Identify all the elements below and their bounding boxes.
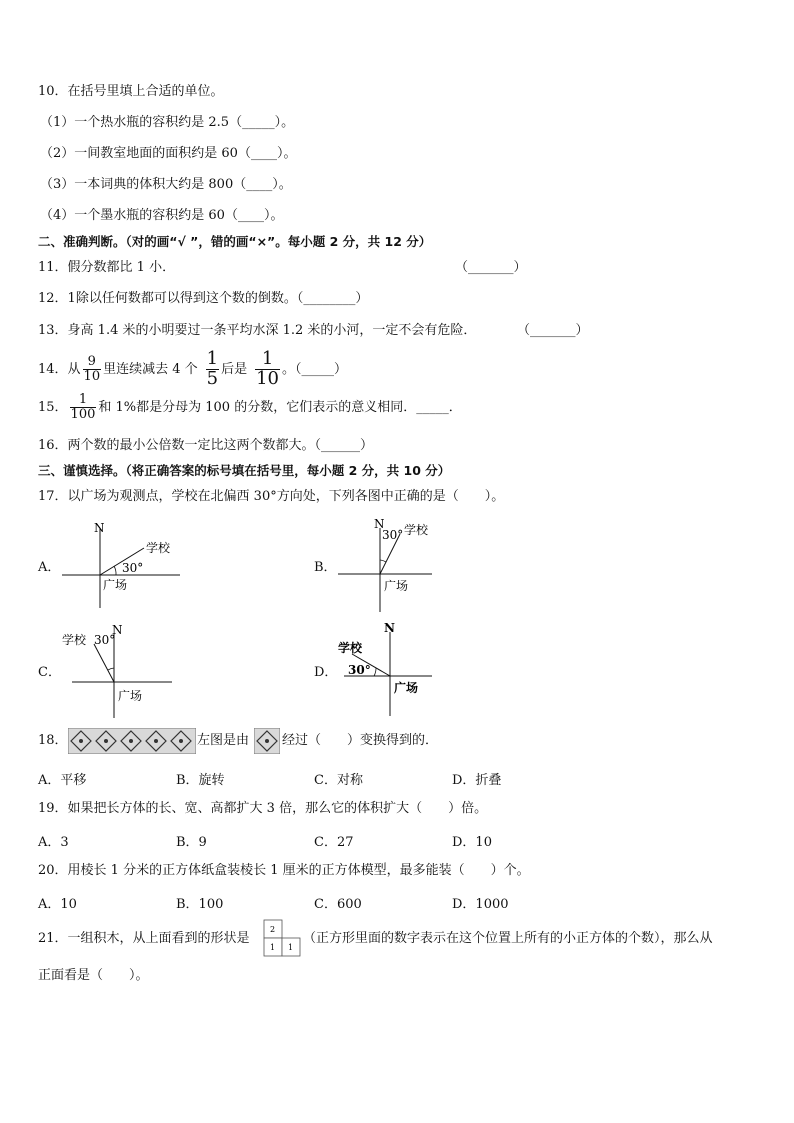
compass-diagram-a <box>58 520 188 610</box>
angle-label: 30° <box>382 528 404 542</box>
q19-option-a: A．3 <box>38 835 69 850</box>
frac-numerator: 1 <box>255 350 280 370</box>
q20-option-a: A．10 <box>38 897 77 912</box>
north-label: N <box>94 521 105 535</box>
q20-option-b: B．100 <box>176 897 224 912</box>
question-14 <box>38 348 348 389</box>
school-label: 学校 <box>62 633 87 647</box>
school-label: 学校 <box>146 541 171 555</box>
q21-text-b: （正方形里面的数字表示在这个位置上所有的小正方体的个数），那么从 <box>303 931 713 946</box>
square-label: 广场 <box>103 578 128 592</box>
pattern-strip-image <box>68 728 196 754</box>
angle-label: 30° <box>348 663 371 677</box>
grid-cell-value: 1 <box>288 943 294 952</box>
question-11: 11．假分数都比 1 小． <box>38 260 176 275</box>
q18-number: 18． <box>38 733 68 748</box>
square-label: 广场 <box>384 579 409 593</box>
q14-text-b: 里连续减去 4 个 <box>103 361 198 377</box>
fraction-9-10 <box>83 355 102 383</box>
q20-option-c: C．600 <box>314 897 362 912</box>
section-heading-judge: 二、准确判断。（对的画“√ ”，错的画“×”。每小题 2 分，共 12 分） <box>38 234 432 249</box>
q14-text-a: 14．从 <box>38 361 81 377</box>
question-10-4: （4）一个墨水瓶的容积约是 60（____）。 <box>40 208 284 223</box>
frac-denominator: 100 <box>70 407 96 422</box>
question-17: 17．以广场为观测点，学校在北偏西 30°方向处，下列各图中正确的是（ ）。 <box>38 489 505 504</box>
school-label: 学校 <box>338 641 363 655</box>
question-20: 20．用棱长 1 分米的正方体纸盒装棱长 1 厘米的正方体模型，最多能装（ ）个。 <box>38 863 530 878</box>
q14-text-d: 。（_____） <box>282 361 348 377</box>
q14-text-c: 后是 <box>221 361 248 377</box>
question-12: 12．1除以任何数都可以得到这个数的倒数。（________） <box>38 291 369 306</box>
question-13-blank: （_______） <box>517 323 589 338</box>
compass-diagram-d <box>334 618 444 718</box>
option-d-label: D． <box>314 665 338 680</box>
north-label: N <box>384 621 395 635</box>
question-10-2: （2）一间教室地面的面积约是 60（____）。 <box>40 146 297 161</box>
question-15 <box>38 391 462 425</box>
q19-option-c: C．27 <box>314 835 354 850</box>
frac-denominator: 10 <box>256 367 280 389</box>
q18-option-c: C．对称 <box>314 773 363 788</box>
q19-option-b: B．9 <box>176 835 207 850</box>
frac-denominator: 5 <box>206 367 219 389</box>
q20-option-d: D．1000 <box>452 897 509 912</box>
frac-numerator: 1 <box>70 393 97 408</box>
section-heading-choice: 三、谨慎选择。（将正确答案的标号填在括号里，每小题 2 分，共 10 分） <box>38 463 451 478</box>
question-11-blank: （_______） <box>455 260 527 275</box>
question-19: 19．如果把长方体的长、宽、高都扩大 3 倍，那么它的体积扩大（ ）倍。 <box>38 801 488 816</box>
pattern-unit-image <box>254 728 280 754</box>
compass-diagram-c <box>58 620 178 720</box>
compass-diagram-b <box>336 514 436 614</box>
fraction-1-5 <box>206 350 219 389</box>
grid-cell-value: 1 <box>270 943 276 952</box>
q21-text-a: 21．一组积木，从上面看到的形状是 <box>38 931 250 946</box>
q21-text-c: 正面看是（ ）。 <box>38 968 149 983</box>
q15-text-b: 和 1%都是分母为 100 的分数，它们表示的意义相同．_____． <box>98 400 462 415</box>
option-a-label: A． <box>38 560 61 575</box>
frac-numerator: 9 <box>83 355 102 370</box>
option-b-label: B． <box>314 560 337 575</box>
question-10: 10．在括号里填上合适的单位。 <box>38 84 224 99</box>
angle-label: 30° <box>94 633 116 647</box>
frac-numerator: 1 <box>206 348 219 369</box>
q18-text-c: 经过（ ）变换得到的． <box>282 733 439 748</box>
option-c-label: C． <box>38 665 61 680</box>
square-label: 广场 <box>118 689 143 703</box>
north-label: N <box>112 623 123 637</box>
question-13: 13．身高 1.4 米的小明要过一条平均水深 1.2 米的小河，一定不会有危险． <box>38 323 477 338</box>
top-view-grid <box>263 919 301 957</box>
q19-option-d: D．10 <box>452 835 492 850</box>
q15-text-a: 15． <box>38 400 68 415</box>
q18-option-b: B．旋转 <box>176 773 225 788</box>
question-10-3: （3）一本词典的体积大约是 800（____）。 <box>40 177 292 192</box>
frac-denominator: 10 <box>83 368 101 384</box>
north-label: N <box>374 517 385 531</box>
question-10-1: （1）一个热水瓶的容积约是 2.5（_____）。 <box>40 115 295 130</box>
fraction-1-10 <box>255 350 280 389</box>
school-label: 学校 <box>404 523 429 537</box>
angle-label: 30° <box>122 561 144 575</box>
square-label: 广场 <box>394 681 419 695</box>
q18-option-a: A．平移 <box>38 773 87 788</box>
q18-text-b: 左图是由 <box>197 733 250 748</box>
fraction-1-100 <box>70 393 97 421</box>
question-16: 16．两个数的最小公倍数一定比这两个数都大。（______） <box>38 438 374 453</box>
grid-cell-value: 2 <box>270 925 276 934</box>
q18-option-d: D．折叠 <box>452 773 502 788</box>
